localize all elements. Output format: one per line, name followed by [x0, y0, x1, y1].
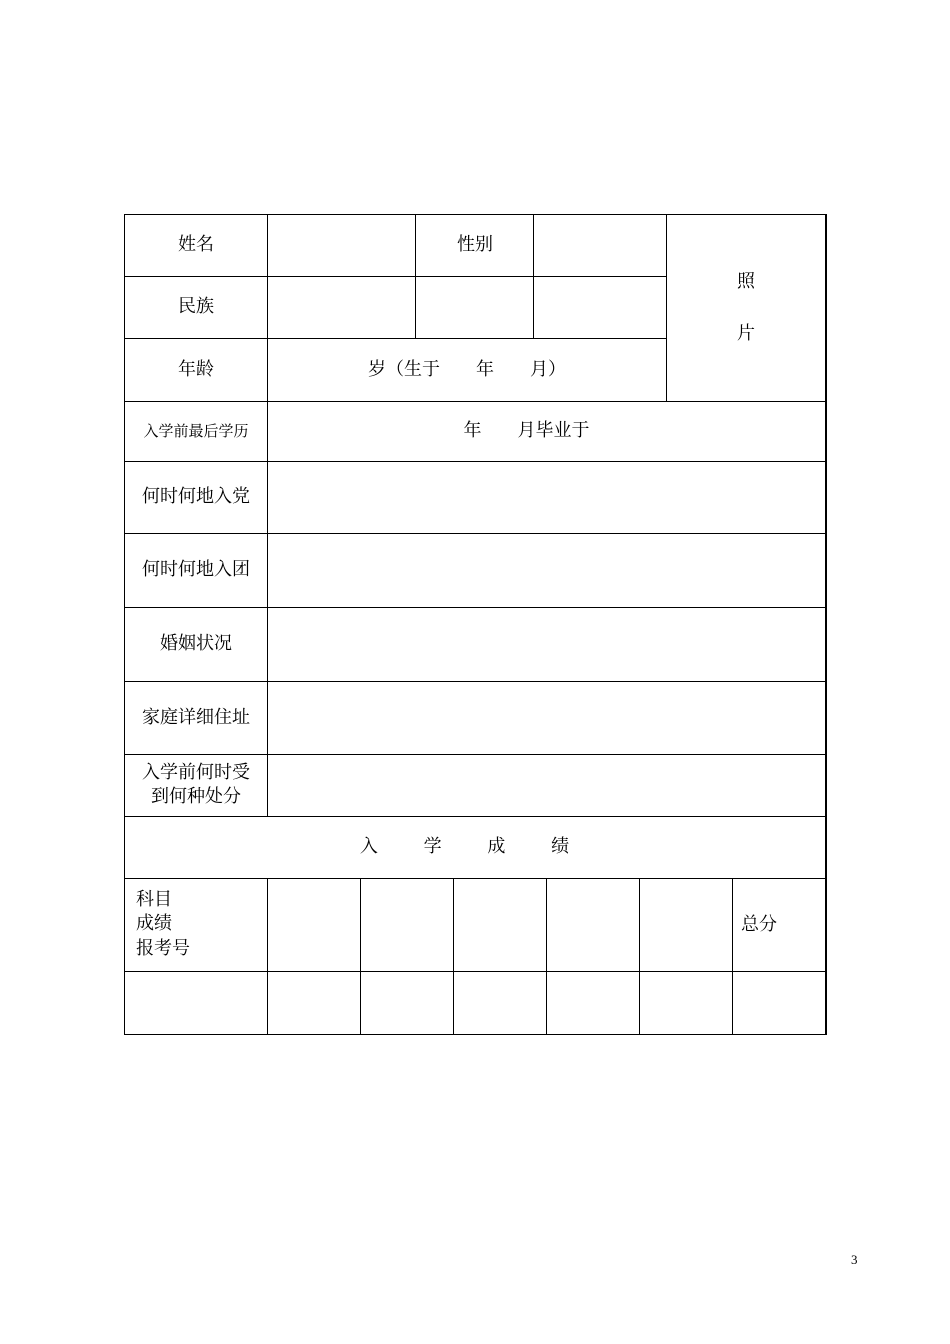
- registration-form: [124, 214, 826, 1035]
- score-field[interactable]: [454, 971, 546, 1034]
- age-field[interactable]: 岁（生于 年 月）: [368, 358, 566, 380]
- photo-label-bottom: 片: [737, 322, 755, 344]
- ethnicity-field[interactable]: [268, 276, 415, 338]
- subject-field[interactable]: [547, 878, 639, 971]
- score-header-cell: [124, 878, 268, 971]
- table-border-bottom: [124, 1034, 827, 1035]
- discipline-field[interactable]: [268, 754, 825, 816]
- address-field[interactable]: [268, 681, 825, 754]
- scores-heading: [124, 816, 825, 878]
- photo-label-top: 照: [737, 271, 755, 293]
- ethnicity-label: 民族: [178, 296, 214, 318]
- subject-field[interactable]: [454, 878, 546, 971]
- subject-field[interactable]: [268, 878, 360, 971]
- photo-box[interactable]: [667, 214, 825, 401]
- education-field[interactable]: 年 月毕业于: [463, 420, 590, 442]
- discipline-label-line2: 到何种处分: [151, 786, 241, 807]
- party-label: 何时何地入党: [142, 486, 250, 508]
- league-label: 何时何地入团: [142, 559, 250, 581]
- league-field[interactable]: [268, 533, 825, 607]
- scores-heading-text: 入 学 成 绩: [359, 836, 590, 858]
- score-field[interactable]: [361, 971, 453, 1034]
- table-border-right: [825, 214, 827, 1035]
- marriage-label: 婚姻状况: [160, 633, 232, 655]
- party-field[interactable]: [268, 461, 825, 533]
- total-field[interactable]: [733, 971, 825, 1034]
- discipline-label-line1: 入学前何时受: [142, 761, 250, 783]
- exam-number-header: 报考号: [136, 937, 190, 959]
- name-field[interactable]: [268, 214, 415, 276]
- subject-field[interactable]: [361, 878, 453, 971]
- total-label: 总分: [741, 913, 777, 935]
- extra-field[interactable]: [416, 276, 534, 338]
- score-header: 成绩: [136, 913, 172, 935]
- page-number: 3: [851, 1252, 858, 1267]
- age-label: 年龄: [178, 358, 214, 380]
- discipline-label: [124, 754, 268, 816]
- subject-field[interactable]: [640, 878, 732, 971]
- score-field[interactable]: [547, 971, 639, 1034]
- education-label: 入学前最后学历: [143, 421, 249, 440]
- score-field[interactable]: [640, 971, 732, 1034]
- exam-number-field[interactable]: [124, 971, 268, 1034]
- name-label: 姓名: [178, 234, 214, 256]
- gender-field[interactable]: [534, 214, 666, 276]
- score-field[interactable]: [268, 971, 360, 1034]
- marriage-field[interactable]: [268, 607, 825, 681]
- extra-field[interactable]: [534, 276, 666, 338]
- address-label: 家庭详细住址: [142, 706, 250, 728]
- gender-label: 性别: [457, 234, 493, 256]
- subject-header: 科目: [136, 889, 172, 911]
